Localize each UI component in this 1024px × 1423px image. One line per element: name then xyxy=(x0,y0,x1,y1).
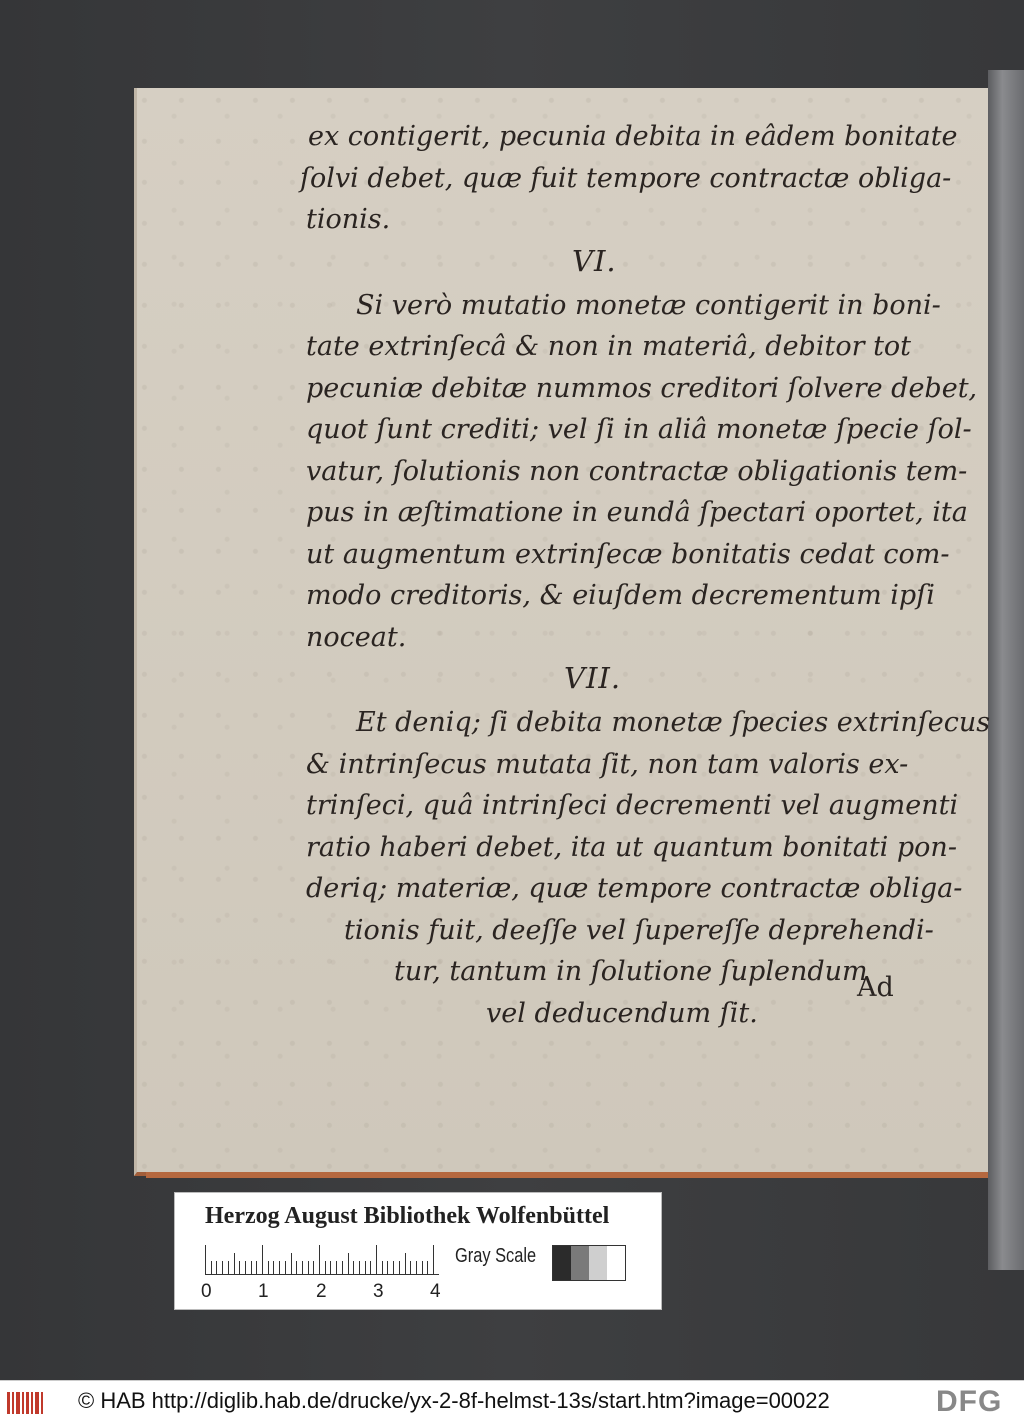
ruler-tick xyxy=(313,1261,314,1275)
ruler-tick xyxy=(302,1261,303,1275)
ruler-number: 1 xyxy=(258,1281,269,1302)
ruler-tick xyxy=(370,1261,371,1275)
section-heading-vi: VI. xyxy=(572,243,617,278)
ruler-tick xyxy=(268,1261,269,1275)
ruler-tick xyxy=(234,1253,235,1275)
ruler-tick xyxy=(205,1245,206,1275)
ruler-tick xyxy=(410,1261,411,1275)
text-line: ut augmentum extrinſecæ bonitatis cedat com- xyxy=(306,538,950,570)
text-line: tur, tantum in ſolutione ſuplendum xyxy=(394,956,868,987)
gray-swatch xyxy=(571,1246,589,1280)
ruler-tick xyxy=(211,1261,212,1275)
measurement-ruler xyxy=(205,1245,439,1275)
ruler-tick xyxy=(285,1261,286,1275)
ruler-tick xyxy=(353,1261,354,1275)
ruler-tick xyxy=(405,1253,406,1275)
ruler-tick xyxy=(433,1245,434,1275)
text-line: Si verò mutatio monetæ contigerit in boni- xyxy=(356,289,941,321)
text-line: pus in æſtimatione in eundâ ſpectari oportet, ita xyxy=(306,497,968,528)
ruler-tick xyxy=(376,1245,377,1275)
text-line: quot ſunt crediti; vel ſi in aliâ monetæ ſpecie ſol- xyxy=(306,414,972,445)
gray-swatch xyxy=(607,1246,625,1280)
text-line: vatur, ſolutionis non contractæ obligationis tem- xyxy=(306,455,968,487)
footer-bar xyxy=(0,1380,1024,1423)
ruler-tick xyxy=(291,1253,292,1275)
library-name: Herzog August Bibliothek Wolfenbüttel xyxy=(205,1203,610,1229)
page-red-edge xyxy=(146,1172,988,1178)
text-line: deriq; materiæ, quæ tempore contractæ obliga- xyxy=(306,873,963,904)
library-reference-card xyxy=(174,1192,662,1310)
ruler-tick xyxy=(342,1261,343,1275)
gray-scale-swatch xyxy=(552,1245,626,1281)
text-line: trinſeci, quâ intrinſeci decrementi vel augmenti xyxy=(306,790,959,821)
ruler-number: 4 xyxy=(430,1281,441,1302)
ruler-number: 0 xyxy=(201,1281,212,1302)
ruler-tick xyxy=(262,1245,263,1275)
page-text xyxy=(160,116,991,1034)
ruler-tick xyxy=(399,1261,400,1275)
text-line: & intrinſecus mutata ſit, non tam valoris ex- xyxy=(306,748,909,780)
ruler-tick xyxy=(387,1261,388,1275)
text-line: pecuniæ debitæ nummos creditori ſolvere debet, xyxy=(306,372,978,404)
ruler-number: 2 xyxy=(316,1281,327,1302)
ruler-tick xyxy=(422,1261,423,1275)
ruler-tick xyxy=(222,1261,223,1275)
ruler-tick xyxy=(359,1261,360,1275)
ruler-tick xyxy=(256,1261,257,1275)
ruler-tick xyxy=(245,1261,246,1275)
ruler-tick xyxy=(239,1261,240,1275)
ruler-tick xyxy=(365,1261,366,1275)
ruler-tick xyxy=(382,1261,383,1275)
ruler-tick xyxy=(348,1253,349,1275)
text-line: Et deniq; ſi debita monetæ ſpecies extrinſecus xyxy=(356,707,991,738)
ruler-tick xyxy=(228,1261,229,1275)
ruler-tick xyxy=(416,1261,417,1275)
section-heading-vii: VII. xyxy=(564,661,622,695)
ruler-tick xyxy=(273,1261,274,1275)
gray-swatch xyxy=(589,1246,607,1280)
text-line: ex contigerit, pecunia debita in eâdem bonitate xyxy=(308,121,958,152)
barcode-icon xyxy=(6,1390,46,1416)
text-line: tionis. xyxy=(306,204,391,235)
catchword: Ad xyxy=(857,972,894,1003)
text-line: tionis fuit, deeſſe vel ſupereſſe deprehendi- xyxy=(344,914,934,946)
dfg-logo: DFG xyxy=(936,1385,1003,1418)
ruler-tick xyxy=(427,1261,428,1275)
text-line: modo creditoris, & eiuſdem decrementum ipſi xyxy=(306,580,935,611)
ruler-tick xyxy=(393,1261,394,1275)
ruler-tick xyxy=(296,1261,297,1275)
text-line: tate extrinſecâ & non in materiâ, debitor tot xyxy=(306,331,912,362)
ruler-tick xyxy=(216,1261,217,1275)
ruler-tick xyxy=(325,1261,326,1275)
text-line: noceat. xyxy=(306,621,407,653)
ruler-number: 3 xyxy=(373,1281,384,1302)
text-line: vel deducendum ſit. xyxy=(486,997,758,1029)
gray-swatch xyxy=(553,1246,571,1280)
text-line: ſolvi debet, quæ fuit tempore contractæ obliga- xyxy=(300,162,952,194)
ruler-tick xyxy=(330,1261,331,1275)
ruler-tick xyxy=(336,1261,337,1275)
ruler-tick xyxy=(251,1261,252,1275)
ruler-tick xyxy=(308,1261,309,1275)
ruler-tick xyxy=(319,1245,320,1275)
ruler-tick xyxy=(279,1261,280,1275)
source-url-link[interactable]: © HAB http://diglib.hab.de/drucke/yx-2-8f-helmst-13s/start.htm?image=00022 xyxy=(78,1388,830,1413)
text-line: ratio haberi debet, ita ut quantum bonitati pon- xyxy=(306,831,957,863)
adjacent-page-edge xyxy=(988,70,1024,1270)
gray-scale-label: Gray Scale xyxy=(455,1245,537,1267)
